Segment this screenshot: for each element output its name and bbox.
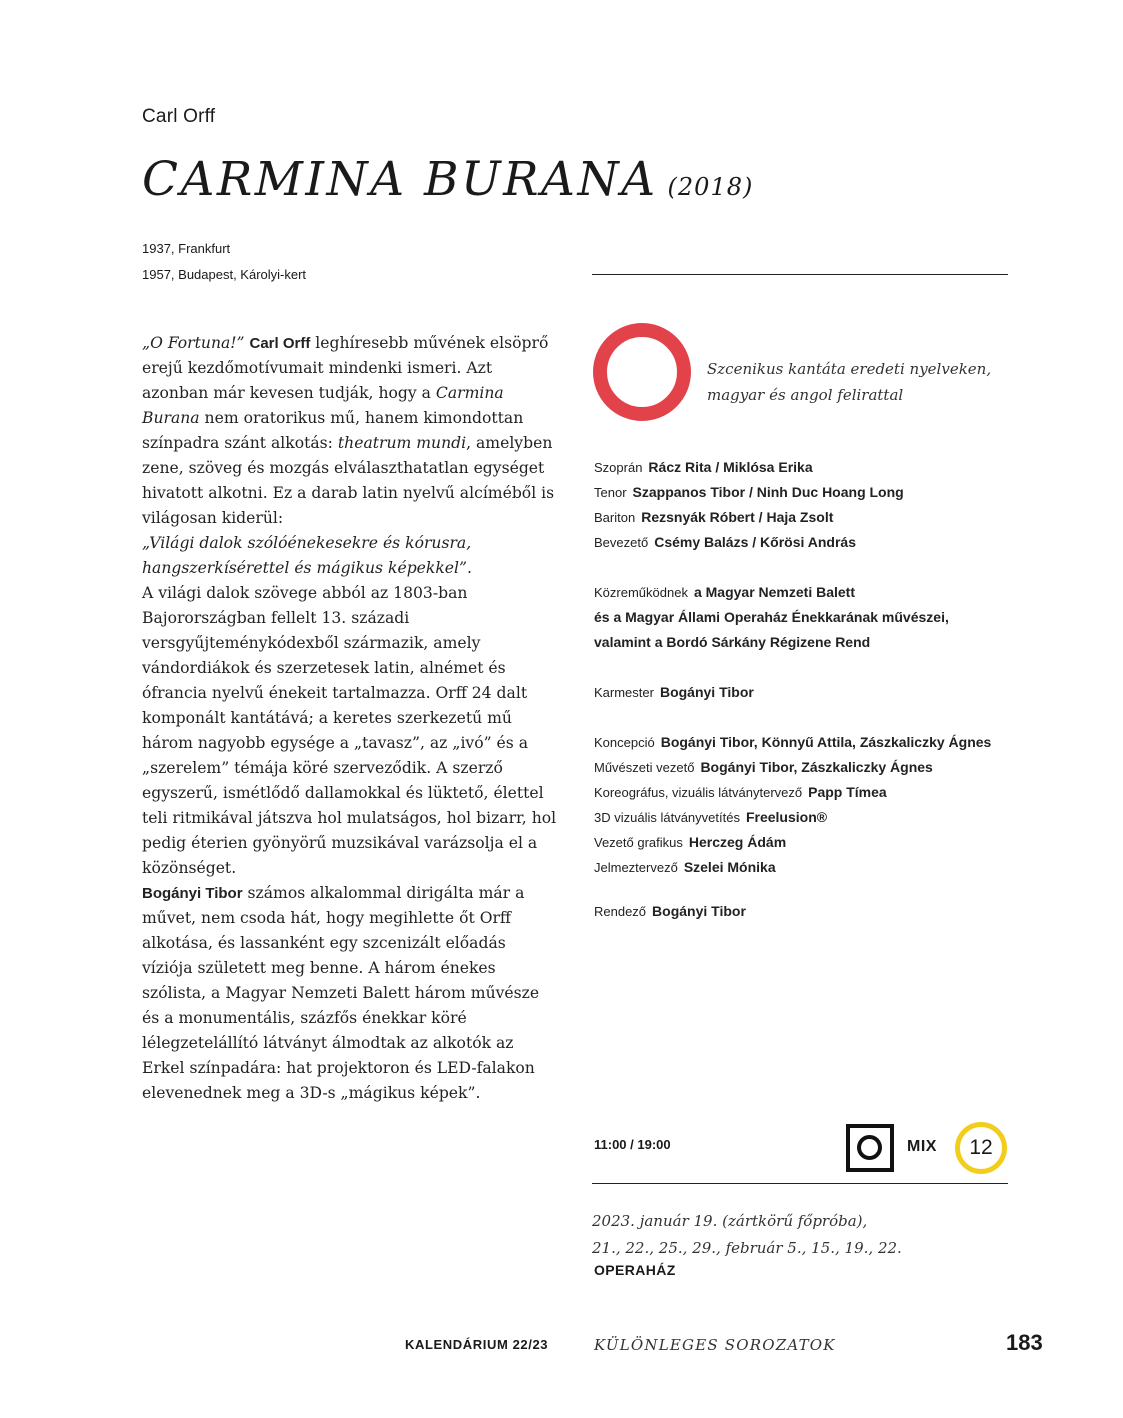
text-run: nem oratorikus mű, hanem kimondottan színpadra szánt alkotás: bbox=[142, 409, 524, 452]
credit-name: Rezsnyák Róbert / Haja Zsolt bbox=[641, 509, 834, 525]
quote: „O Fortuna!” bbox=[142, 334, 245, 352]
credit-choreographer bbox=[594, 784, 887, 800]
age-rating-badge: 12 bbox=[955, 1122, 1007, 1174]
credit-lead-graphic bbox=[594, 834, 786, 850]
subtitle-line: magyar és angol felirattal bbox=[707, 386, 904, 404]
footer-publication: KALENDÁRIUM 22/23 bbox=[405, 1337, 549, 1352]
opera-logo-icon bbox=[846, 1124, 894, 1172]
credit-collaborators-line: valamint a Bordó Sárkány Régizene Rend bbox=[594, 634, 871, 650]
dates-line: 2023. január 19. (zártkörű főpróba), bbox=[592, 1212, 868, 1230]
page-title bbox=[142, 152, 753, 207]
text-run: számos alkalommal dirigálta már a művet, nem csoda hát, hogy megihlette őt Orff alkotása, és lassanként egy szcenizált előadás víziója született meg benne. A három énekes szólista, a Magyar Nemzeti Balett három művésze és a monumentális, százfős énekkar köré lélegzetelállító látványt álmodtak az alkotók az Erkel színpadára: hat projektoron és LED-falakon elevenednek meg a 3D-s „mágikus képek”. bbox=[142, 884, 540, 1102]
credit-name: Bogányi Tibor bbox=[659, 684, 754, 700]
credit-baritone bbox=[594, 509, 833, 525]
credit-name: Csémy Balázs / Kőrösi András bbox=[654, 534, 856, 550]
credit-role: Bariton bbox=[594, 510, 636, 525]
premiere-line: 1957, Budapest, Károlyi-kert bbox=[142, 267, 307, 282]
credit-soprano bbox=[594, 459, 813, 475]
credit-collaborators-line: és a Magyar Állami Operaház Énekkarának művészei, bbox=[594, 609, 949, 625]
title-text: CARMINA BURANA bbox=[142, 152, 658, 207]
description-text bbox=[142, 331, 560, 1106]
credit-name: a Magyar Nemzeti Balett bbox=[693, 584, 856, 600]
credit-name: Bogányi Tibor bbox=[652, 903, 746, 919]
credit-role: Tenor bbox=[594, 485, 627, 500]
credit-artistic-director bbox=[594, 759, 933, 775]
paragraph bbox=[142, 881, 560, 1106]
paragraph: A világi dalok szövege abból az 1803-ban Bajorországban fellelt 13. századi versgyűjteménykódexből származik, amely vándordiákok és szerzetesek latin, alnémet és ófrancia nyelvű énekeit tartalmazza. Orff 24 dalt komponált kantátává; a keretes szerkezetű mű három nagyobb egysége a „tavasz”, az „ivó” és a „szerelem” témája köré szerveződik. A szerző egyszerű, ismétlődő dallamokkal és lüktető, élettel teli ritmikával játszva hol mulatságos, hol bizarr, hol pedig éterien gyönyörű muzsikával varázsolja el a közönséget. bbox=[142, 584, 557, 877]
credit-role: Koreográfus, vizuális látványtervező bbox=[594, 785, 803, 800]
conductor-bold: Bogányi Tibor bbox=[142, 885, 243, 902]
footer-section: KÜLÖNLEGES SOROZATOK bbox=[594, 1336, 836, 1354]
dates-line: 21., 22., 25., 29., február 5., 15., 19., 22. bbox=[592, 1239, 902, 1257]
composer-bold: Carl Orff bbox=[249, 335, 311, 352]
divider bbox=[592, 1183, 1008, 1184]
production-subtitle bbox=[707, 356, 1007, 408]
performance-dates bbox=[592, 1208, 902, 1262]
credit-role: Vezető grafikus bbox=[594, 835, 683, 850]
credit-director bbox=[594, 903, 746, 919]
subtitle-line: Szcenikus kantáta eredeti nyelveken, bbox=[707, 360, 992, 378]
credit-role: Jelmeztervező bbox=[594, 860, 678, 875]
credit-role: 3D vizuális látványvetítés bbox=[594, 810, 740, 825]
credit-name: Herczeg Ádám bbox=[688, 834, 787, 850]
credit-name: Szappanos Tibor / Ninh Duc Hoang Long bbox=[632, 484, 904, 500]
mix-label: MIX bbox=[907, 1138, 937, 1155]
credit-tenor bbox=[594, 484, 904, 500]
credit-role: Művészeti vezető bbox=[594, 760, 695, 775]
venue: OPERAHÁZ bbox=[594, 1262, 676, 1278]
text-run: leghíresebb művének elsöprő erejű kezdőmotívumait mindenki ismeri. Azt azonban már kevesen tudják, hogy a bbox=[142, 334, 549, 402]
credit-role: Rendező bbox=[594, 904, 647, 919]
text-run: , amelyben zene, szöveg és mozgás elválaszthatatlan egységet hivatott alkotni. Ez a darab latin nyelvű alcíméből is világosan kiderül: bbox=[142, 434, 555, 527]
italic-run: theatrum mundi bbox=[337, 434, 467, 452]
page-number: 183 bbox=[1006, 1330, 1043, 1355]
premiere-line: 1937, Frankfurt bbox=[142, 241, 231, 256]
credit-conductor bbox=[594, 684, 754, 700]
credit-role: Szoprán bbox=[594, 460, 643, 475]
credit-costume-designer bbox=[594, 859, 776, 875]
credit-name: Papp Tímea bbox=[808, 784, 887, 800]
subtitle-quote: „Világi dalok szólóénekesekre és kórusra, hangszerkísérettel és mágikus képekkel”. bbox=[142, 534, 472, 577]
ring-icon bbox=[592, 322, 692, 422]
performance-time: 11:00 / 19:00 bbox=[594, 1137, 671, 1152]
credit-role: Karmester bbox=[594, 685, 654, 700]
premiere-info bbox=[142, 236, 306, 288]
logo-circle bbox=[857, 1135, 882, 1160]
paragraph bbox=[142, 331, 560, 581]
credit-name: Szelei Mónika bbox=[683, 859, 776, 875]
credit-collaborators bbox=[594, 584, 855, 600]
credit-role: Közreműködnek bbox=[594, 585, 688, 600]
credit-role: Koncepció bbox=[594, 735, 655, 750]
composer-name: Carl Orff bbox=[142, 106, 216, 127]
divider bbox=[592, 274, 1008, 275]
credit-name: Rácz Rita / Miklósa Erika bbox=[648, 459, 813, 475]
credit-name: Bogányi Tibor, Könnyű Attila, Zászkaliczky Ágnes bbox=[660, 734, 992, 750]
title-year: (2018) bbox=[667, 173, 754, 201]
credit-introduction bbox=[594, 534, 856, 550]
credit-concept bbox=[594, 734, 991, 750]
credit-name: Bogányi Tibor, Zászkaliczky Ágnes bbox=[700, 759, 933, 775]
credit-3d-projection bbox=[594, 809, 827, 825]
credit-name: Freelusion® bbox=[745, 809, 828, 825]
credit-role: Bevezető bbox=[594, 535, 649, 550]
italic-run: Carmina Burana bbox=[142, 384, 504, 427]
